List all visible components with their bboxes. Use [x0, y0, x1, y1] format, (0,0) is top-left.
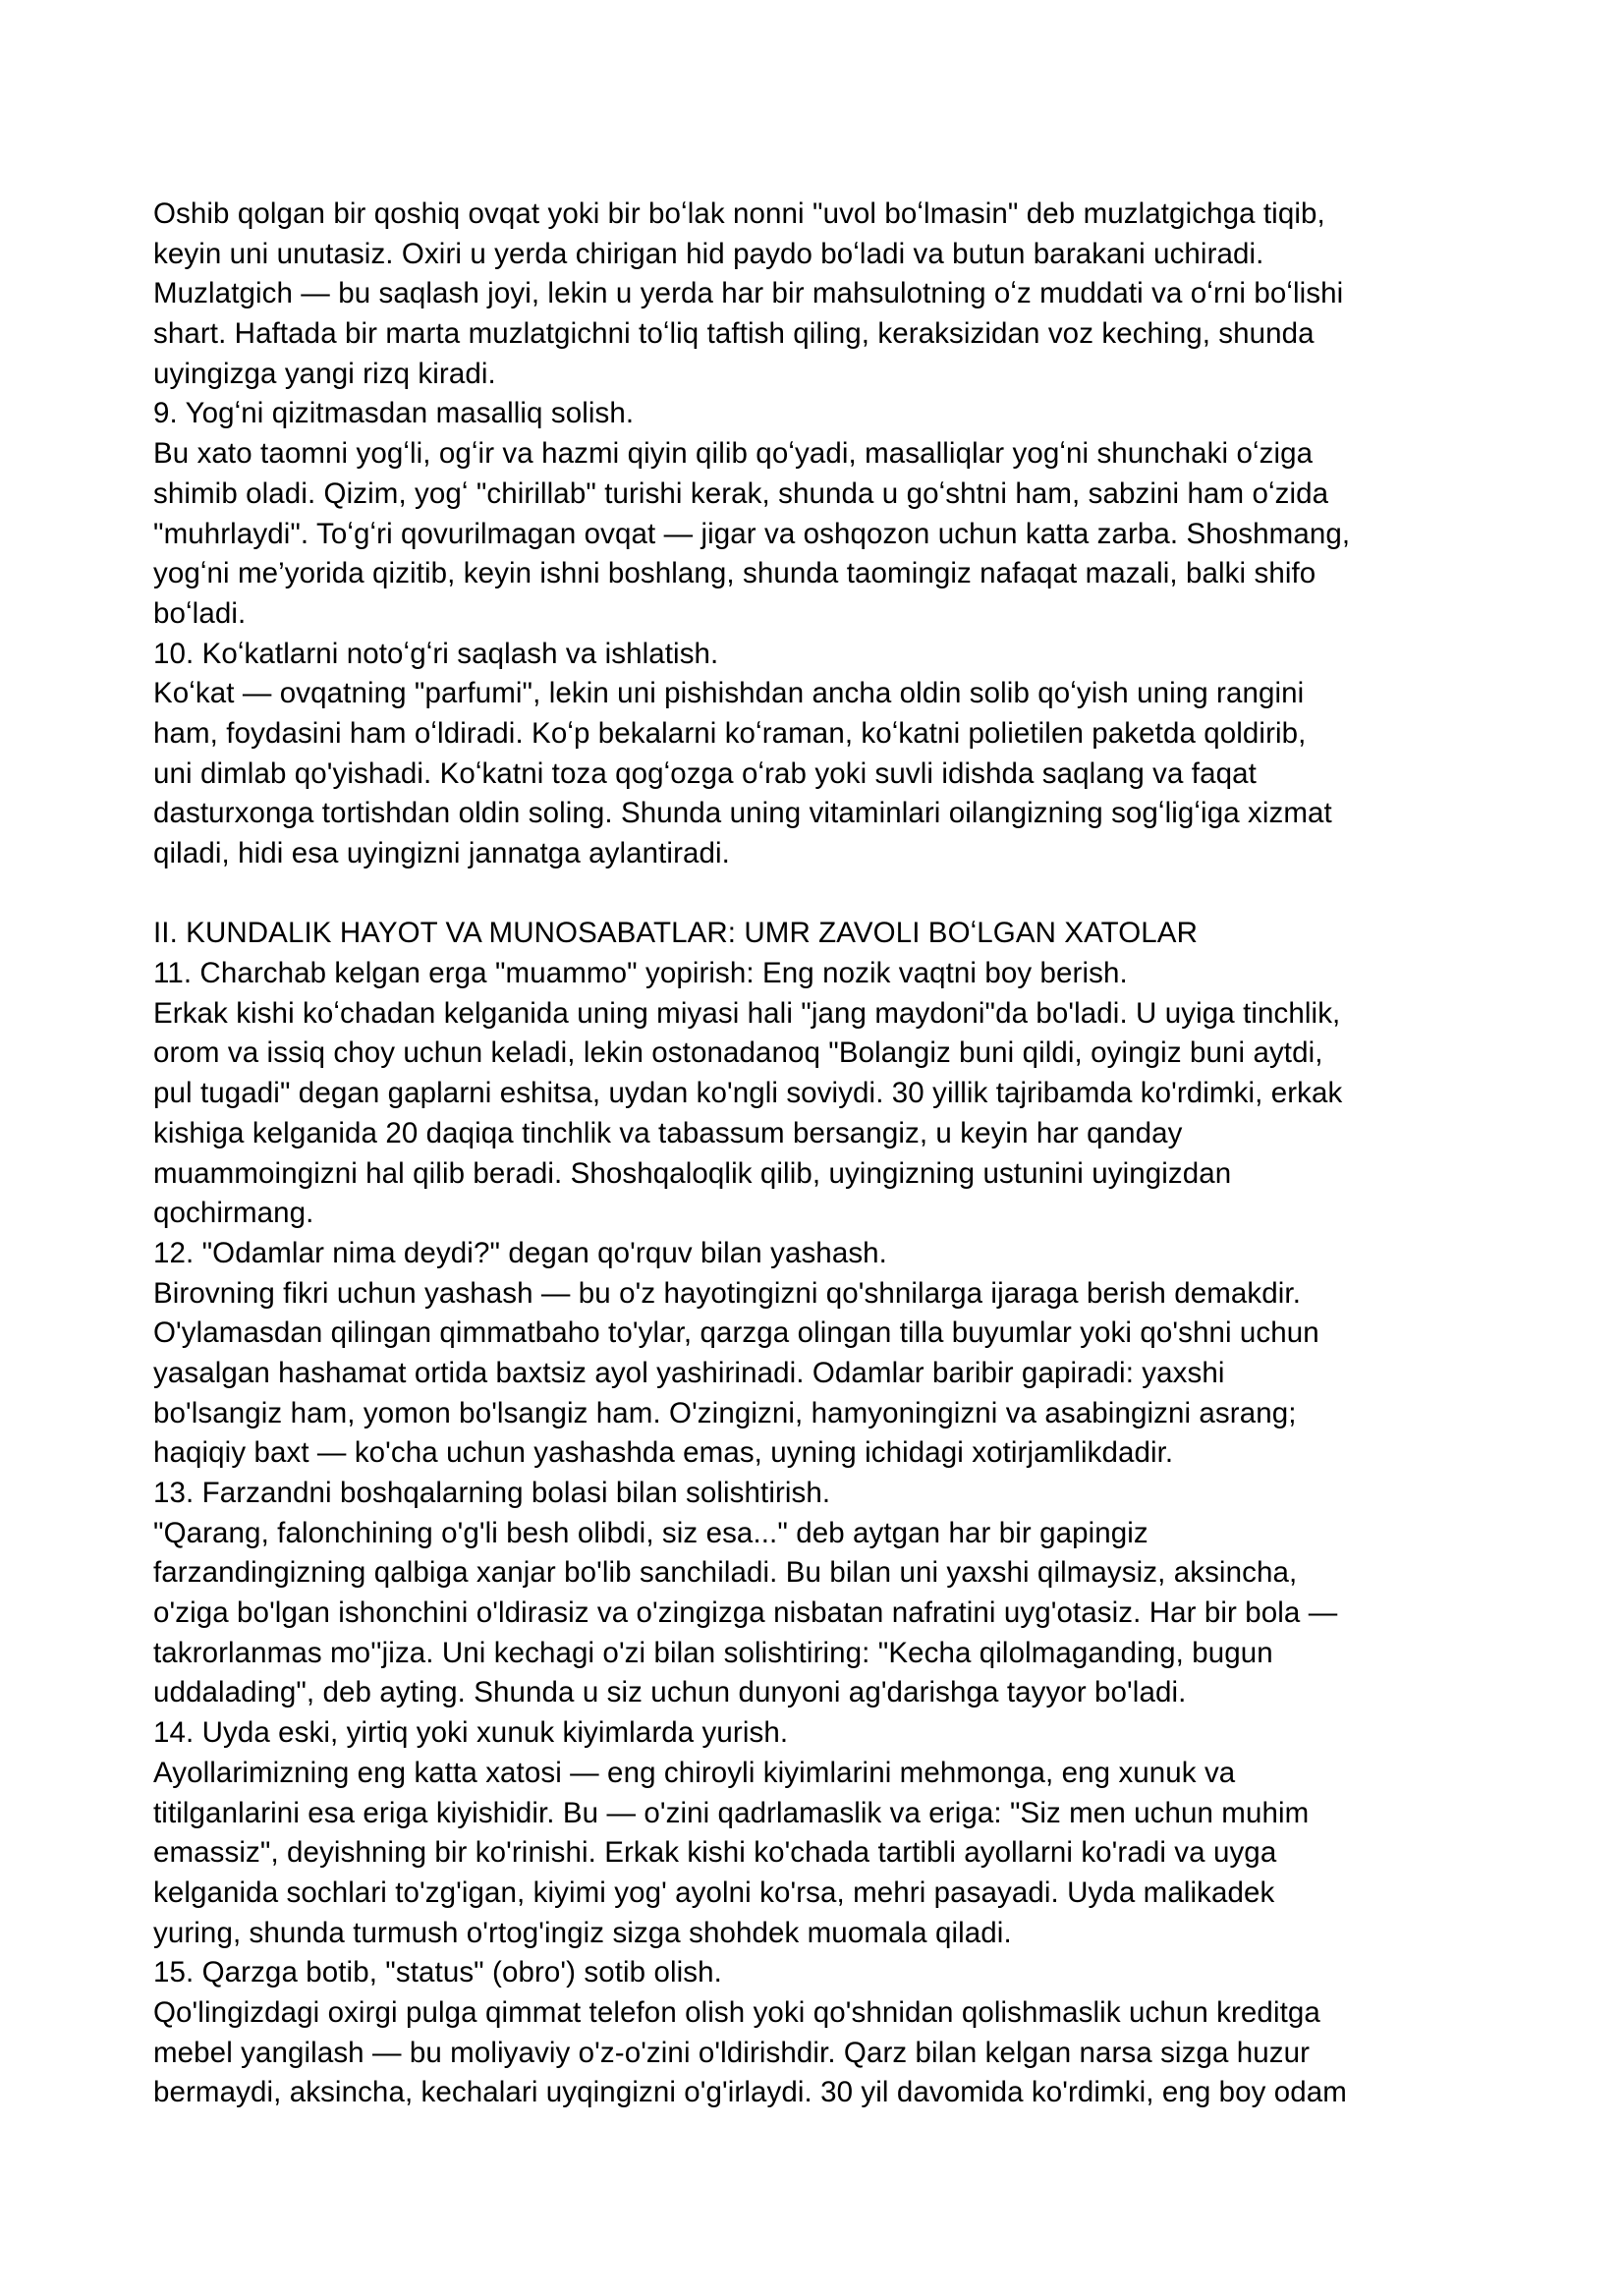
text-line: kelganida sochlari to'zg'igan, kiyimi yog' ayolni ko'rsa, mehri pasayadi. Uyda malikadek: [153, 1876, 1275, 1909]
text-line: "muhrlaydi". Toʻgʻri qovurilmagan ovqat — jigar va oshqozon uchun katta zarba. Shoshmang,: [153, 517, 1351, 550]
text-line: ham, foydasini ham oʻldiradi. Koʻp bekalarni koʻraman, koʻkatni polietilen paketda qoldirib,: [153, 716, 1307, 750]
document-text: [153, 195, 1496, 2113]
text-line: shart. Haftada bir marta muzlatgichni toʻliq taftish qiling, keraksizidan voz keching, shunda: [153, 317, 1315, 351]
text-line: 10. Koʻkatlarni notoʻgʻri saqlash va ishlatish.: [153, 637, 719, 670]
text-line: II. KUNDALIK HAYOT VA MUNOSABATLAR: UMR ZAVOLI BOʻLGAN XATOLAR: [153, 917, 1198, 950]
text-line: bermaydi, aksincha, kechalari uyqingizni o'g'irlaydi. 30 yil davomida ko'rdimki, eng boy odam: [153, 2076, 1347, 2109]
text-line: muammoingizni hal qilib beradi. Shoshqaloqlik qilib, uyingizning ustunini uyingizdan: [153, 1156, 1232, 1190]
text-line: qochirmang.: [153, 1197, 314, 1230]
text-line: boʻladi.: [153, 596, 247, 630]
text-line: o'ziga bo'lgan ishonchini o'ldirasiz va o'zingizga nisbatan nafratini uyg'otasiz. Har bir bola —: [153, 1596, 1338, 1630]
text-line: 14. Uyda eski, yirtiq yoki xunuk kiyimlarda yurish.: [153, 1716, 789, 1750]
text-line: 13. Farzandni boshqalarning bolasi bilan solishtirish.: [153, 1477, 831, 1509]
text-line: Qo'lingizdagi oxirgi pulga qimmat telefon olish yoki qo'shnidan qolishmaslik uchun kreditga: [153, 1995, 1320, 2029]
text-line: uyingizga yangi rizq kiradi.: [153, 357, 496, 390]
text-line: Koʻkat — ovqatning "parfumi", lekin uni pishishdan ancha oldin solib qoʻyish uning rangini: [153, 677, 1305, 710]
text-line: farzandingizning qalbiga xanjar bo'lib sanchiladi. Bu bilan uni yaxshi qilmaysiz, aksincha,: [153, 1556, 1298, 1590]
text-line: bo'lsangiz ham, yomon bo'lsangiz ham. O'zingizni, hamyoningizni va asabingizni asrang;: [153, 1396, 1297, 1429]
text-line: yuring, shunda turmush o'rtog'ingiz sizga shohdek muomala qiladi.: [153, 1916, 1012, 1949]
text-line: Erkak kishi koʻchadan kelganida uning miyasi hali "jang maydoni"da bo'ladi. U uyiga tinchlik,: [153, 996, 1341, 1030]
text-line: uddalading", deb ayting. Shunda u siz uchun dunyoni ag'darishga tayyor bo'ladi.: [153, 1676, 1187, 1709]
text-line: dasturxonga tortishdan oldin soling. Shunda uning vitaminlari oilangizning sogʻligʻiga xizmat: [153, 797, 1332, 830]
text-line: mebel yangilash — bu moliyaviy o'z-o'zini o'ldirishdir. Qarz bilan kelgan narsa sizga huzur: [153, 2036, 1311, 2069]
text-line: orom va issiq choy uchun keladi, lekin ostonadanoq "Bolangiz buni qildi, oyingiz buni aytdi,: [153, 1036, 1323, 1070]
text-line: titilganlarini esa eriga kiyishidir. Bu — o'zini qadrlamaslik va eriga: "Siz men uchun muhim: [153, 1796, 1310, 1829]
text-line: shimib oladi. Qizim, yogʻ "chirillab" turishi kerak, shunda u goʻshtni ham, sabzini ham oʻzida: [153, 476, 1329, 510]
text-line: uni dimlab qo'yishadi. Koʻkatni toza qogʻozga oʻrab yoki suvli idishda saqlang va faqat: [153, 756, 1257, 790]
text-line: yasalgan hashamat ortida baxtsiz ayol yashirinadi. Odamlar baribir gapiradi: yaxshi: [153, 1356, 1225, 1389]
text-line: yogʻni me’yorida qizitib, keyin ishni boshlang, shunda taomingiz nafaqat mazali, balki shifo: [153, 557, 1316, 590]
text-line: Ayollarimizning eng katta xatosi — eng chiroyli kiyimlarini mehmonga, eng xunuk va: [153, 1756, 1236, 1789]
text-line: [153, 874, 1496, 915]
text-line: emassiz", deyishning bir ko'rinishi. Erkak kishi ko'chada tartibli ayollarni ko'radi va uyga: [153, 1836, 1277, 1870]
text-line: 9. Yogʻni qizitmasdan masalliq solish.: [153, 397, 635, 430]
text-line: 15. Qarzga botib, "status" (obro') sotib olish.: [153, 1956, 722, 1989]
text-line: 11. Charchab kelgan erga "muammo" yopirish: Eng nozik vaqtni boy berish.: [153, 957, 1128, 990]
text-line: pul tugadi" degan gaplarni eshitsa, uydan ko'ngli soviydi. 30 yillik tajribamda ko'rdimki, erkak: [153, 1077, 1343, 1110]
text-line: O'ylamasdan qilingan qimmatbaho to'ylar, qarzga olingan tilla buyumlar yoki qo'shni uchun: [153, 1316, 1319, 1350]
text-line: Muzlatgich — bu saqlash joyi, lekin u yerda har bir mahsulotning oʻz muddati va oʻrni boʻlishi: [153, 277, 1344, 310]
text-line: takrorlanmas mo''jiza. Uni kechagi o'zi bilan solishtiring: "Kecha qilolmaganding, bugun: [153, 1636, 1273, 1669]
text-line: 12. "Odamlar nima deydi?" degan qo'rquv bilan yashash.: [153, 1236, 887, 1269]
text-line: haqiqiy baxt — ko'cha uchun yashashda emas, uyning ichidagi xotirjamlikdadir.: [153, 1436, 1174, 1470]
text-line: Bu xato taomni yogʻli, ogʻir va hazmi qiyin qilib qoʻyadi, masalliqlar yogʻni shunchaki oʻziga: [153, 437, 1314, 471]
text-line: Birovning fikri uchun yashash — bu o'z hayotingizni qo'shnilarga ijaraga berish demakdir.: [153, 1276, 1302, 1310]
text-line: "Qarang, falonchining o'g'li besh olibdi, siz esa..." deb aytgan har bir gapingiz: [153, 1516, 1148, 1549]
text-line: qiladi, hidi esa uyingizni jannatga aylantiradi.: [153, 837, 730, 869]
text-line: Oshib qolgan bir qoshiq ovqat yoki bir boʻlak nonni "uvol boʻlmasin" deb muzlatgichga tiqib,: [153, 197, 1325, 230]
text-line: kishiga kelganida 20 daqiqa tinchlik va tabassum bersangiz, u keyin har qanday: [153, 1116, 1183, 1149]
text-line: keyin uni unutasiz. Oxiri u yerda chirigan hid paydo boʻladi va butun barakani uchiradi.: [153, 237, 1264, 270]
